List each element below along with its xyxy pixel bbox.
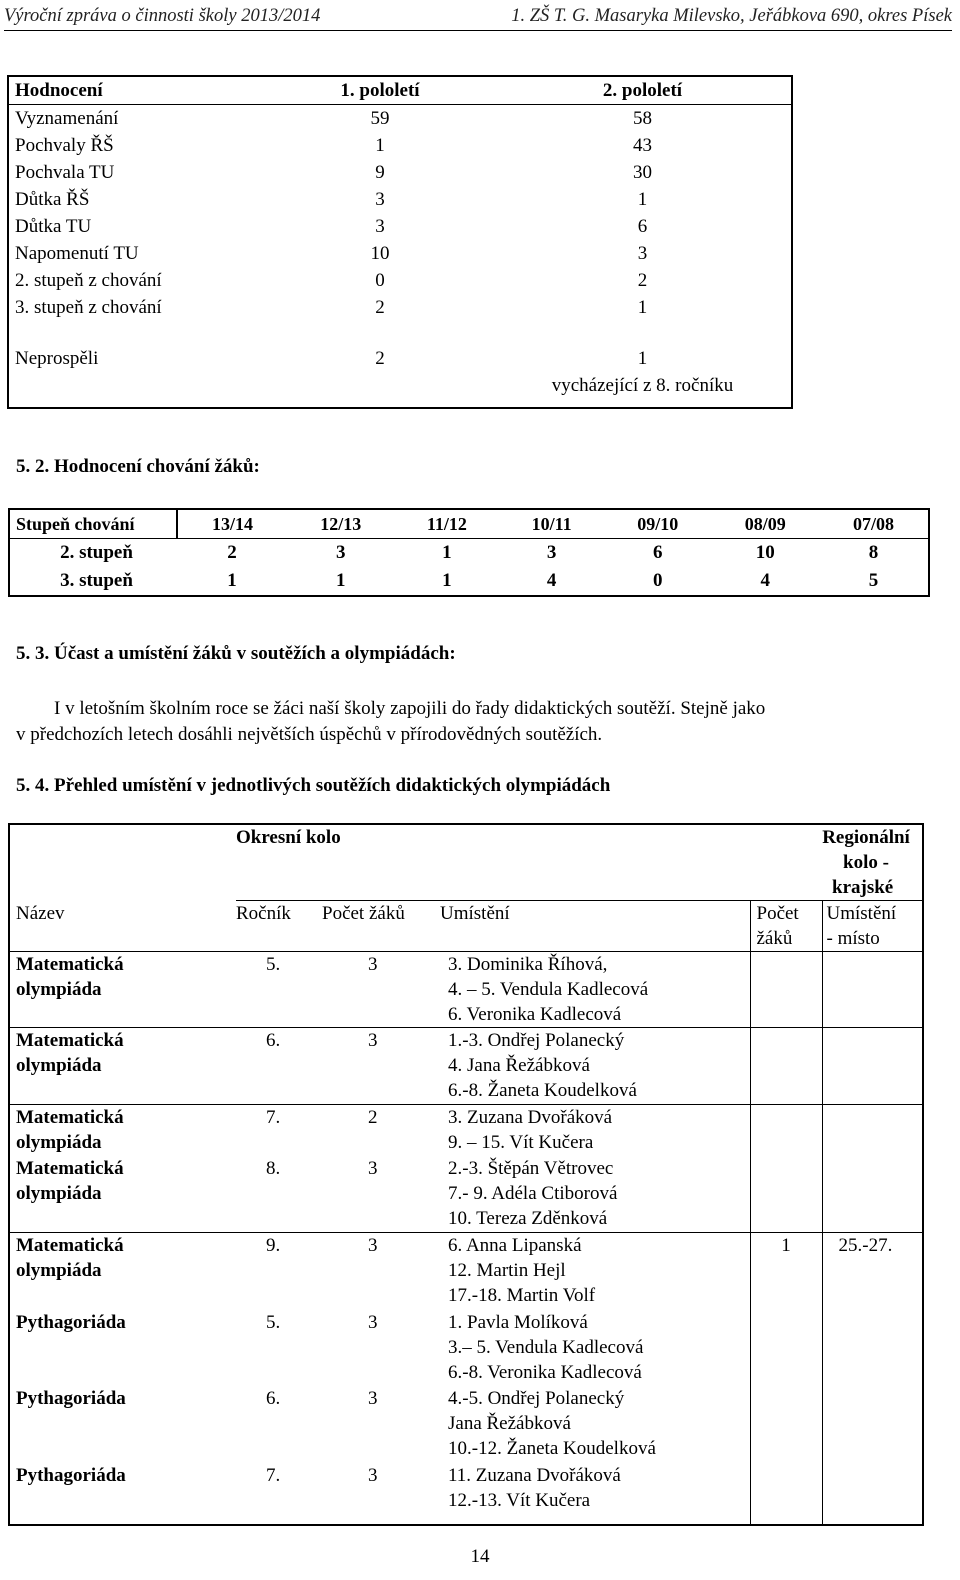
pocet-cell: 3 xyxy=(322,1028,440,1105)
hodnoceni-table xyxy=(7,75,793,409)
value-cell: 5 xyxy=(868,570,879,591)
umisteni-line: 4. – 5. Vendula Kadlecová xyxy=(448,979,649,1000)
col-nazev: Název xyxy=(16,902,65,924)
reg-pocet-cell xyxy=(750,1028,822,1105)
umisteni-line: 3. Zuzana Dvořáková xyxy=(448,1107,613,1128)
row-label: 3. stupeň z chování xyxy=(15,297,162,318)
header-cell: 09/10 xyxy=(604,509,711,539)
pocet-cell: 3 xyxy=(368,1387,378,1409)
competition-name-line: Pythagoriáda xyxy=(16,1387,126,1409)
table-row xyxy=(8,213,792,240)
umisteni-cell xyxy=(440,1156,750,1233)
row-label: 2. stupeň z chování xyxy=(15,270,162,291)
value-cell: 3 xyxy=(375,189,385,210)
value-cell: 58 xyxy=(633,108,652,129)
reg-misto-cell xyxy=(822,952,923,1028)
competition-name xyxy=(9,1463,236,1525)
page-header xyxy=(4,4,952,31)
row-label: Pochvala TU xyxy=(15,162,115,183)
header-cell: Hodnocení xyxy=(8,76,266,105)
umisteni-line: 1.-3. Ondřej Polanecký xyxy=(448,1030,625,1051)
table-subheader-row xyxy=(9,901,923,952)
paragraph-line-2: v předchozích letech dosáhli největších úspěchů v přírodovědných soutěžích. xyxy=(16,724,603,745)
table-row xyxy=(8,186,792,213)
competition-name-line: Matematická xyxy=(16,1030,124,1051)
competition-name-line: olympiáda xyxy=(16,979,102,1000)
header-cell: 11/12 xyxy=(394,509,499,539)
header-cell: 07/08 xyxy=(819,509,929,539)
competition-name xyxy=(9,1310,236,1386)
table-header-row xyxy=(8,76,792,105)
value-cell: 6 xyxy=(637,216,648,237)
pocet-cell: 3 xyxy=(322,1156,440,1233)
chovani-table xyxy=(8,508,930,597)
competition-name xyxy=(9,1233,236,1310)
pocet-cell: 3 xyxy=(368,1464,378,1486)
table-row xyxy=(9,1028,923,1105)
competition-name-line: Matematická xyxy=(16,954,124,975)
row-label: Neprospěli xyxy=(15,348,99,369)
table-row xyxy=(9,1386,923,1463)
value-note: vycházející z 8. ročníku xyxy=(551,375,734,396)
value-cell: 8 xyxy=(868,542,879,563)
umisteni-line: 6. Anna Lipanská xyxy=(448,1235,582,1256)
table-row xyxy=(8,267,792,294)
value-cell: 43 xyxy=(633,135,652,156)
header-cell: 13/14 xyxy=(177,509,287,539)
value-cell: 1 xyxy=(637,189,648,210)
reg-pocet-cell: 1 xyxy=(750,1233,822,1310)
value-cell: 59 xyxy=(370,108,390,129)
competition-name-line: olympiáda xyxy=(16,1182,102,1204)
umisteni-line: 4. Jana Řežábková xyxy=(448,1055,590,1076)
row-label: 3. stupeň xyxy=(60,570,133,591)
col-reg-umisteni-line: - místo xyxy=(826,928,880,949)
row-label: 2. stupeň xyxy=(60,542,133,563)
umisteni-line: 9. – 15. Vít Kučera xyxy=(448,1132,594,1153)
header-cell: 10/11 xyxy=(499,509,604,539)
rocnik-cell: 5. xyxy=(266,1311,281,1333)
value-cell: 1 xyxy=(637,297,648,318)
section-heading-53: 5. 3. Účast a umístění žáků v soutěžích a olympiádách: xyxy=(16,643,456,664)
umisteni-line: 11. Zuzana Dvořáková xyxy=(448,1464,621,1486)
competition-name xyxy=(9,1386,236,1463)
spacer-row xyxy=(8,321,792,345)
section-heading-52: 5. 2. Hodnocení chování žáků: xyxy=(16,456,260,477)
umisteni-line: 6. Veronika Kadlecová xyxy=(448,1004,622,1025)
table-row xyxy=(8,132,792,159)
umisteni-line: 12.-13. Vít Kučera xyxy=(448,1489,591,1511)
table-row xyxy=(8,159,792,186)
header-cell: 08/09 xyxy=(711,509,818,539)
value-cell: 3 xyxy=(637,243,648,264)
umisteni-line: 7.- 9. Adéla Ctiborová xyxy=(448,1182,618,1204)
umisteni-cell xyxy=(440,1386,750,1463)
value-cell: 10 xyxy=(370,243,390,264)
table-row xyxy=(9,1233,923,1310)
header-right: 1. ZŠ T. G. Masaryka Milevsko, Jeřábkova 690, okres Písek xyxy=(511,6,952,26)
col-reg-pocet-line: žáků xyxy=(756,928,793,949)
umisteni-line: Jana Řežábková xyxy=(448,1412,571,1434)
value-cell: 1 xyxy=(442,570,452,591)
paragraph-line-1: I v letošním školním roce se žáci naší školy zapojili do řady didaktických soutěží. Stejně jako xyxy=(54,698,766,719)
competition-name-line: Matematická xyxy=(16,1107,124,1128)
value-cell: 3 xyxy=(375,216,385,237)
umisteni-cell xyxy=(440,952,750,1028)
competition-name-line: Matematická xyxy=(16,1157,124,1179)
value-cell: 2 xyxy=(375,297,385,318)
reg-misto-cell xyxy=(822,1156,923,1233)
section-heading-54: 5. 4. Přehled umístění v jednotlivých soutěžích didaktických olympiádách xyxy=(16,775,611,796)
competition-name-line: olympiáda xyxy=(16,1260,102,1281)
value-cell: 0 xyxy=(653,570,663,591)
value-cell: 1 xyxy=(227,570,237,591)
rocnik-cell: 7. xyxy=(266,1107,281,1128)
value-cell xyxy=(494,345,792,399)
value-cell: 1 xyxy=(442,542,452,563)
pocet-cell: 3 xyxy=(368,1235,378,1256)
table-header-row xyxy=(9,824,923,901)
value-cell: 3 xyxy=(546,542,557,563)
umisteni-line: 12. Martin Hejl xyxy=(448,1260,566,1281)
row-label: Důtka ŘŠ xyxy=(15,189,90,210)
value-line: 1 xyxy=(637,348,648,369)
table-row xyxy=(9,1105,923,1156)
table-row xyxy=(9,952,923,1028)
table-row xyxy=(9,567,929,596)
umisteni-line: 10. Tereza Zděnková xyxy=(448,1207,608,1229)
table-row xyxy=(9,539,929,568)
umisteni-cell xyxy=(440,1463,750,1525)
row-label: Napomenutí TU xyxy=(15,243,139,264)
col-pocet: Počet žáků xyxy=(322,903,405,924)
header-cell: 12/13 xyxy=(287,509,394,539)
pocet-cell: 2 xyxy=(368,1107,378,1128)
competition-name-line: Pythagoriáda xyxy=(16,1311,126,1333)
reg-pocet-cell xyxy=(750,1386,822,1463)
regionalni-line: Regionální kolo - xyxy=(822,827,910,873)
competition-name-line: olympiáda xyxy=(16,1132,102,1153)
rocnik-cell: 6. xyxy=(266,1387,281,1409)
col-rocnik: Ročník xyxy=(236,903,291,924)
competition-name xyxy=(9,1028,236,1105)
header-cell: Stupeň chování xyxy=(9,509,177,539)
souteze-table xyxy=(8,823,924,1526)
value-cell: 30 xyxy=(633,162,652,183)
value-cell: 4 xyxy=(546,570,557,591)
regionalni-line: krajské xyxy=(832,877,894,898)
table-row xyxy=(9,1463,923,1525)
page-number: 14 xyxy=(470,1546,490,1567)
regionalni-kolo-header xyxy=(822,824,923,901)
rocnik-cell: 6. xyxy=(236,1028,322,1105)
table-row xyxy=(9,1310,923,1386)
umisteni-line: 6.-8. Veronika Kadlecová xyxy=(448,1361,642,1383)
competition-name-line: olympiáda xyxy=(16,1055,102,1076)
rocnik-cell: 5. xyxy=(236,952,322,1028)
value-cell: 3 xyxy=(336,542,346,563)
rocnik-cell: 8. xyxy=(236,1156,322,1233)
row-label: Vyznamenání xyxy=(15,108,119,129)
rocnik-cell: 7. xyxy=(266,1464,281,1486)
value-cell: 2 xyxy=(227,542,237,563)
row-label: Důtka TU xyxy=(15,216,92,237)
table-row xyxy=(9,1156,923,1233)
table-row xyxy=(8,240,792,267)
value-cell: 1 xyxy=(336,570,346,591)
value-cell: 6 xyxy=(653,542,663,563)
header-cell: 1. pololetí xyxy=(266,76,494,105)
umisteni-line: 6.-8. Žaneta Koudelková xyxy=(448,1080,637,1101)
umisteni-line: 1. Pavla Molíková xyxy=(448,1311,588,1333)
okresni-kolo-header: Okresní kolo xyxy=(236,824,822,901)
reg-misto-cell xyxy=(822,1310,923,1386)
umisteni-line: 2.-3. Štěpán Větrovec xyxy=(448,1157,614,1179)
reg-pocet-cell xyxy=(750,1463,822,1525)
reg-misto-cell xyxy=(822,1386,923,1463)
value-cell: 0 xyxy=(375,270,385,291)
value-cell: 2 xyxy=(637,270,648,291)
reg-misto-cell xyxy=(822,1028,923,1105)
pocet-cell: 3 xyxy=(368,1311,378,1333)
competition-name-line: Matematická xyxy=(16,1235,124,1256)
value-cell: 2 xyxy=(375,348,385,369)
umisteni-line: 3. Dominika Říhová, xyxy=(448,954,608,975)
umisteni-line: 3.– 5. Vendula Kadlecová xyxy=(448,1336,644,1358)
reg-pocet-cell xyxy=(750,1310,822,1386)
umisteni-cell xyxy=(440,1105,750,1156)
competition-name xyxy=(9,1105,236,1156)
reg-pocet-cell xyxy=(750,952,822,1028)
umisteni-cell xyxy=(440,1233,750,1310)
reg-misto-cell xyxy=(822,1463,923,1525)
umisteni-line: 10.-12. Žaneta Koudelková xyxy=(448,1437,656,1459)
table-row xyxy=(8,294,792,321)
table-row xyxy=(8,345,792,399)
value-cell: 9 xyxy=(375,162,385,183)
umisteni-line: 4.-5. Ondřej Polanecký xyxy=(448,1387,625,1409)
table-header-row xyxy=(9,509,929,539)
reg-misto-cell xyxy=(822,1105,923,1156)
value-cell: 10 xyxy=(755,542,775,563)
competition-name xyxy=(9,1156,236,1233)
rocnik-cell: 9. xyxy=(266,1235,281,1256)
reg-pocet-cell xyxy=(750,1156,822,1233)
pocet-cell: 3 xyxy=(322,952,440,1028)
col-reg-pocet xyxy=(750,901,822,952)
umisteni-cell xyxy=(440,1028,750,1105)
value-cell: 1 xyxy=(375,135,385,156)
table-row xyxy=(8,105,792,133)
row-label: Pochvaly ŘŠ xyxy=(15,135,114,156)
col-reg-umisteni xyxy=(822,901,923,952)
col-umisteni: Umístění xyxy=(440,901,750,952)
umisteni-line: 17.-18. Martin Volf xyxy=(448,1285,596,1306)
competition-name-line: Pythagoriáda xyxy=(16,1464,126,1486)
reg-misto-cell: 25.-27. xyxy=(838,1235,893,1256)
competition-name xyxy=(9,952,236,1028)
col-reg-umisteni-line: Umístění xyxy=(826,903,897,924)
umisteni-cell xyxy=(440,1310,750,1386)
reg-pocet-cell xyxy=(750,1105,822,1156)
value-cell: 4 xyxy=(760,570,770,591)
header-cell: 2. pololetí xyxy=(494,76,792,105)
col-reg-pocet-line: Počet xyxy=(756,903,799,924)
header-left: Výroční zpráva o činnosti školy 2013/2014 xyxy=(4,6,321,26)
